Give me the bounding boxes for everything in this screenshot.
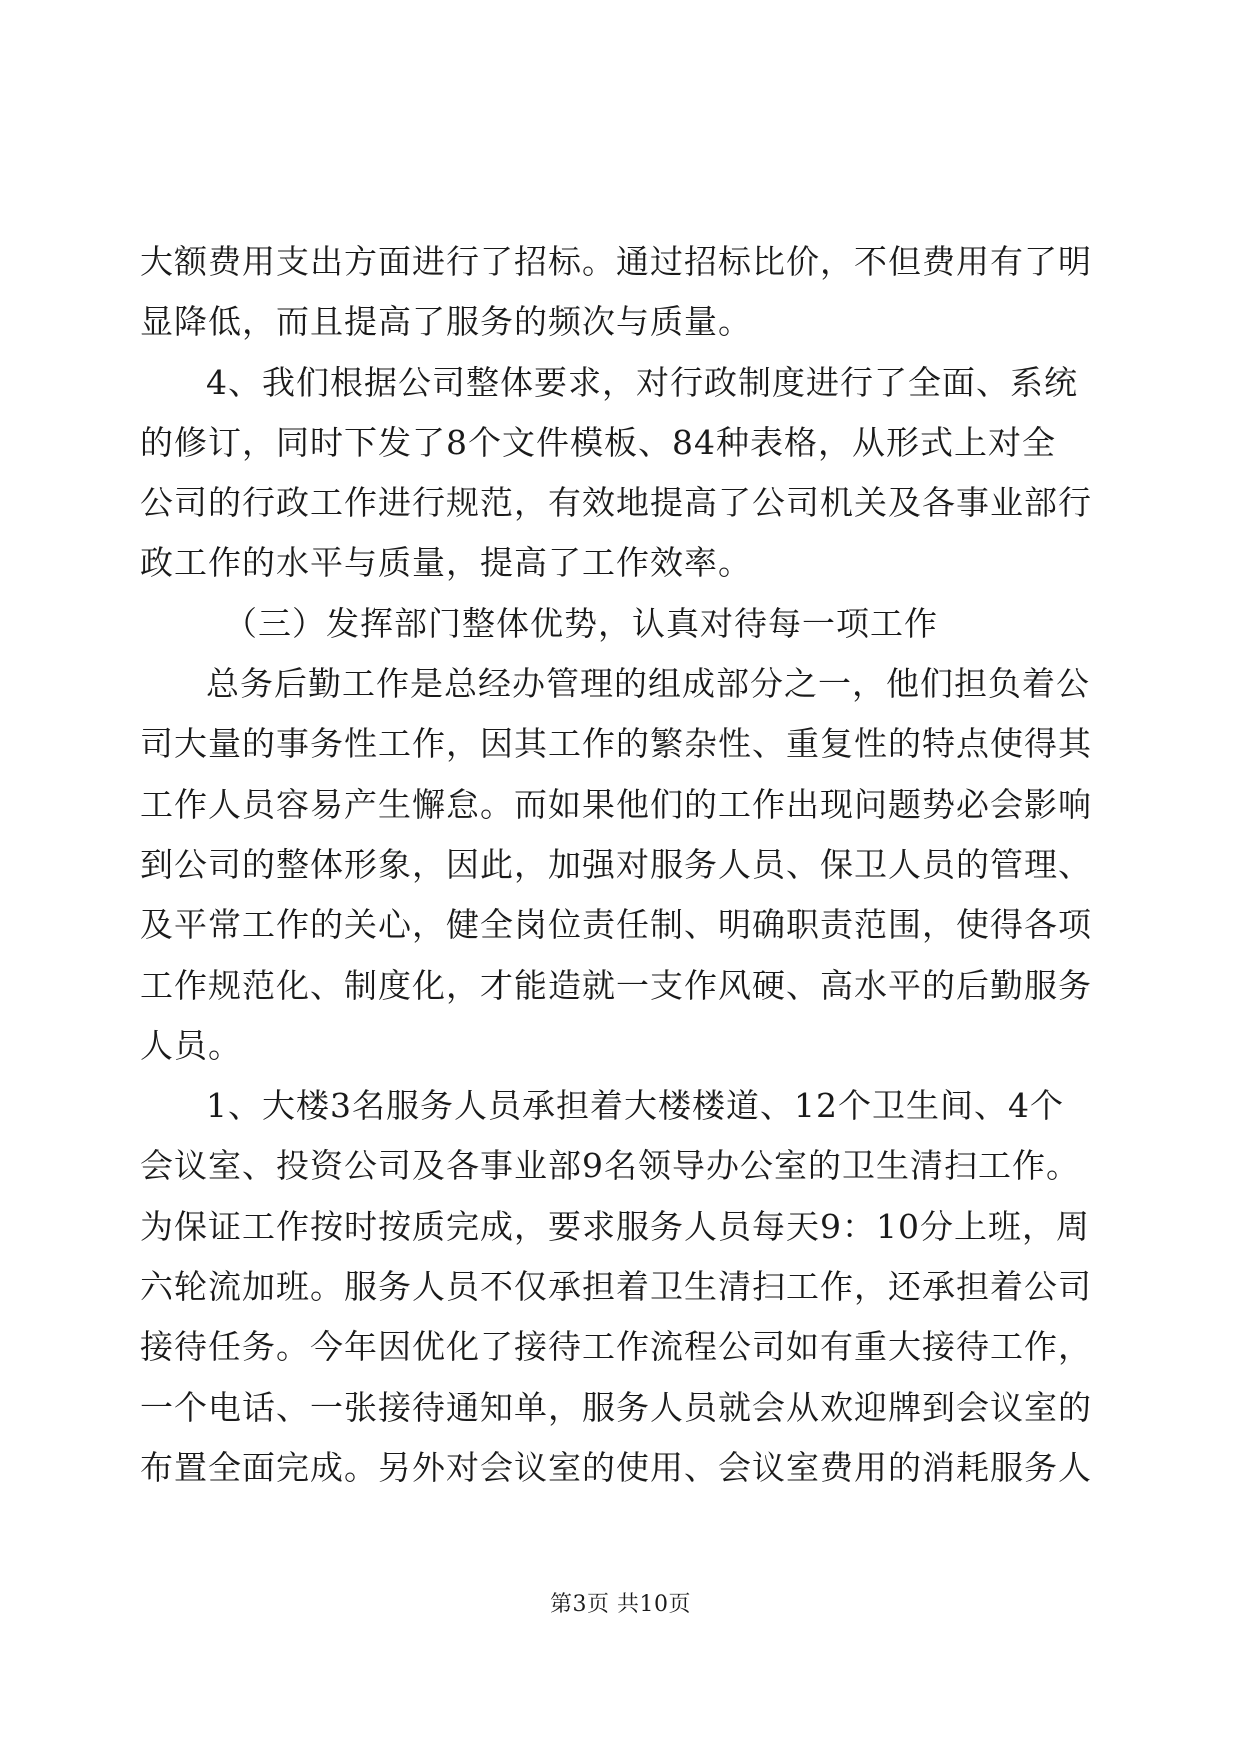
text-line: 接待任务。今年因优化了接待工作流程公司如有重大接待工作， bbox=[140, 1327, 1092, 1367]
paragraph-start-line: 总务后勤工作是总经办管理的组成部分之一，他们担负着公 bbox=[206, 664, 1090, 704]
text-line: 及平常工作的关心，健全岗位责任制、明确职责范围，使得各项 bbox=[140, 905, 1092, 945]
text-line: 人员。 bbox=[140, 1025, 242, 1065]
body-text bbox=[140, 232, 1100, 1498]
text-line: 司大量的事务性工作，因其工作的繁杂性、重复性的特点使得其 bbox=[140, 724, 1092, 764]
text-line: 会议室、投资公司及各事业部9名领导办公室的卫生清扫工作。 bbox=[140, 1146, 1080, 1186]
text-line: 公司的行政工作进行规范，有效地提高了公司机关及各事业部行 bbox=[140, 483, 1092, 523]
text-line: 显降低，而且提高了服务的频次与质量。 bbox=[140, 302, 752, 342]
section-heading: （三）发挥部门整体优势，认真对待每一项工作 bbox=[224, 603, 938, 643]
text-line: 工作规范化、制度化，才能造就一支作风硬、高水平的后勤服务 bbox=[140, 965, 1092, 1005]
text-line: 布置全面完成。另外对会议室的使用、会议室费用的消耗服务人 bbox=[140, 1447, 1092, 1487]
text-line: 一个电话、一张接待通知单，服务人员就会从欢迎牌到会议室的 bbox=[140, 1387, 1092, 1427]
text-line: 为保证工作按时按质完成，要求服务人员每天9：10分上班，周 bbox=[140, 1206, 1090, 1246]
page-number-footer: 第3页 共10页 bbox=[550, 1592, 691, 1617]
text-line: 到公司的整体形象，因此，加强对服务人员、保卫人员的管理、 bbox=[140, 844, 1092, 884]
paragraph-start-line: 1、大楼3名服务人员承担着大楼楼道、12个卫生间、4个 bbox=[206, 1086, 1064, 1126]
paragraph-start-line: 4、我们根据公司整体要求，对行政制度进行了全面、系统 bbox=[206, 362, 1078, 402]
text-line: 大额费用支出方面进行了招标。通过招标比价，不但费用有了明 bbox=[140, 242, 1092, 281]
text-line: 的修订，同时下发了8个文件模板、84种表格，从形式上对全 bbox=[140, 422, 1056, 462]
text-line: 工作人员容易产生懈怠。而如果他们的工作出现问题势必会影响 bbox=[140, 784, 1092, 824]
text-line: 六轮流加班。服务人员不仅承担着卫生清扫工作，还承担着公司 bbox=[140, 1267, 1092, 1307]
text-line: 政工作的水平与质量，提高了工作效率。 bbox=[140, 543, 752, 583]
